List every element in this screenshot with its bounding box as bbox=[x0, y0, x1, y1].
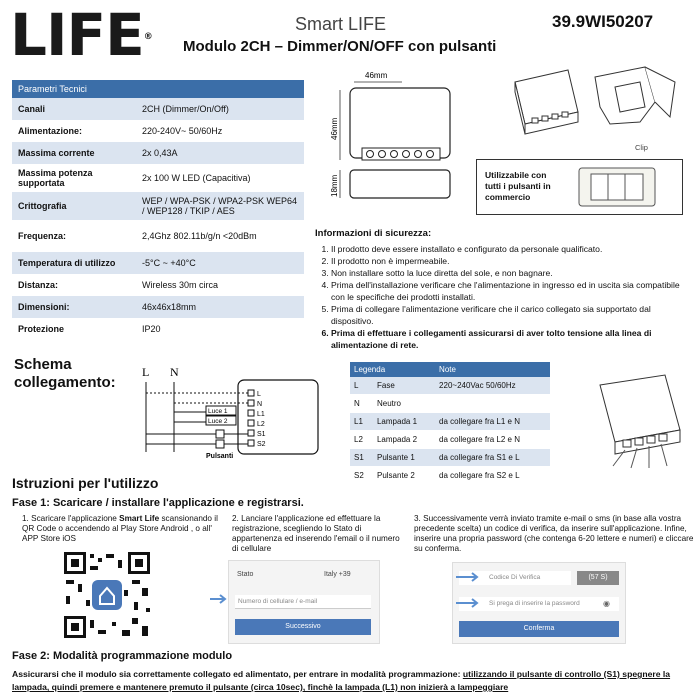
wiring-diagram bbox=[120, 362, 330, 462]
spec-key: Frequenza: bbox=[12, 220, 136, 252]
spec-key: Massima potenza supportata bbox=[12, 164, 136, 192]
legend-code: N bbox=[350, 395, 373, 413]
spec-value: Wireless 30m circa bbox=[136, 274, 304, 296]
spec-value: 220-240V~ 50/60Hz bbox=[136, 120, 304, 142]
phone-email-input[interactable]: Numero di cellulare / e-mail bbox=[235, 595, 371, 609]
legend-note: 220~240Vac 50/60Hz bbox=[435, 377, 550, 395]
svg-text:L2: L2 bbox=[257, 421, 265, 428]
phase2-title: Fase 2: Modalità programmazione modulo bbox=[12, 650, 233, 662]
legend-table bbox=[350, 362, 550, 485]
svg-text:S1: S1 bbox=[257, 431, 266, 438]
spec-key: Crittografia bbox=[12, 192, 136, 220]
spec-key: Canali bbox=[12, 98, 136, 120]
legend-code: S1 bbox=[350, 449, 373, 467]
spec-row bbox=[12, 120, 304, 142]
legend-desc: Pulsante 2 bbox=[373, 467, 435, 485]
legend-row bbox=[350, 449, 550, 467]
module-side bbox=[350, 170, 450, 198]
svg-text:L1: L1 bbox=[257, 411, 265, 418]
safety-item: 6. Prima di effettuare i collegamenti assicurarsi di aver tolto tensione alla linea di alimentazione di rete. bbox=[331, 327, 695, 351]
legend-note bbox=[435, 395, 550, 413]
spec-row bbox=[12, 318, 304, 340]
module-wired-drawing bbox=[585, 370, 695, 470]
spec-row bbox=[12, 142, 304, 164]
legend-note: da collegare fra L2 e N bbox=[435, 431, 550, 449]
safety-item: 4. Prima dell'installazione verificare che l'alimentazione in ingresso ed in uscita sia compatibile con le specifiche dei prodotti installati. bbox=[331, 279, 695, 303]
spec-table bbox=[12, 80, 304, 340]
legend-code: L bbox=[350, 377, 373, 395]
password-input[interactable]: Si prega di inserire la password bbox=[459, 597, 619, 611]
luce2-label: Luce 2 bbox=[208, 418, 228, 425]
legend-desc: Lampada 1 bbox=[373, 413, 435, 431]
schema-title: Schema collegamento: bbox=[14, 356, 116, 391]
dim-depth: 18mm bbox=[330, 174, 339, 197]
spec-value: WEP / WPA-PSK / WPA2-PSK WEP64 / WEP128 / TKIP / AES bbox=[136, 192, 304, 220]
spec-value: 2,4Ghz 802.11b/g/n <20dBm bbox=[136, 220, 304, 252]
safety-list bbox=[315, 243, 695, 351]
dim-width: 46mm bbox=[365, 71, 388, 80]
legend-row bbox=[350, 431, 550, 449]
spec-value: 2CH (Dimmer/On/Off) bbox=[136, 98, 304, 120]
next-button[interactable]: Successivo bbox=[235, 619, 371, 635]
safety-item: 3. Non installare sotto la luce diretta del sole, e non bagnare. bbox=[331, 267, 695, 279]
dim-height: 46mm bbox=[330, 117, 339, 140]
confirm-button[interactable]: Conferma bbox=[459, 621, 619, 637]
product-line: Smart LIFE bbox=[295, 14, 387, 34]
legend-row bbox=[350, 395, 550, 413]
module-3d bbox=[515, 70, 578, 134]
country-select[interactable]: Italy +39 bbox=[324, 571, 351, 578]
notes-header: Note bbox=[435, 362, 550, 377]
compatibility-box bbox=[476, 159, 683, 215]
phone-screen-register bbox=[228, 560, 380, 644]
resend-timer[interactable]: (57 S) bbox=[577, 571, 619, 585]
phase1-title: Fase 1: Scaricare / installare l'applicazione e registrarsi. bbox=[12, 497, 304, 509]
wire-label-n: N bbox=[170, 365, 179, 379]
spec-table-title: Parametri Tecnici bbox=[12, 80, 304, 98]
switch-icon bbox=[577, 166, 657, 208]
legend-row bbox=[350, 377, 550, 395]
legend-desc: Pulsante 1 bbox=[373, 449, 435, 467]
legend-desc: Fase bbox=[373, 377, 435, 395]
phase2-text: Assicurarsi che il modulo sia correttamente collegato ed alimentato, per entrare in modalità programmazione: utilizzando il pulsante di controllo (S1) spegnere la lampada, quindi premere e mantenere premuto il pulsante (circa 10sec), finchè la lampada (L1) non inizierà a lampeggiare bbox=[12, 669, 671, 692]
safety-item: 2. Il prodotto non è impermeabile. bbox=[331, 255, 695, 267]
spec-row bbox=[12, 274, 304, 296]
step2-text: 2. Lanciare l'applicazione ed effettuare la registrazione, scegliendo lo Stato di appartenenza ed inserendo l'email o il numero di cellulare bbox=[232, 514, 400, 553]
legend-code: S2 bbox=[350, 467, 373, 485]
spec-key: Protezione bbox=[12, 318, 136, 340]
legend-note: da collegare fra S1 e L bbox=[435, 449, 550, 467]
legend-desc: Lampada 2 bbox=[373, 431, 435, 449]
spec-row bbox=[12, 296, 304, 318]
spec-key: Temperatura di utilizzo bbox=[12, 252, 136, 274]
spec-row bbox=[12, 252, 304, 274]
brand-logo: LIFE® bbox=[10, 1, 152, 69]
safety-item: 1. Il prodotto deve essere installato e configurato da personale qualificato. bbox=[331, 243, 695, 255]
luce1-label: Luce 1 bbox=[208, 408, 228, 415]
spec-value: IP20 bbox=[136, 318, 304, 340]
arrow-icon bbox=[210, 594, 230, 604]
legend-desc: Neutro bbox=[373, 395, 435, 413]
arrow-icon bbox=[456, 598, 482, 608]
qr-code bbox=[62, 550, 152, 640]
pulsanti-label: Pulsanti bbox=[206, 453, 234, 460]
legend-note: da collegare fra S2 e L bbox=[435, 467, 550, 485]
spec-key: Massima corrente bbox=[12, 142, 136, 164]
spec-key: Distanza: bbox=[12, 274, 136, 296]
spec-row bbox=[12, 220, 304, 252]
legend-header: Legenda bbox=[350, 362, 435, 377]
spec-row bbox=[12, 98, 304, 120]
clip-label: Clip bbox=[635, 143, 648, 152]
compatibility-text: Utilizzabile con tutti i pulsanti in commercio bbox=[485, 170, 551, 202]
spec-row bbox=[12, 192, 304, 220]
safety-title: Informazioni di sicurezza: bbox=[315, 228, 432, 239]
spec-value: -5°C ~ +40°C bbox=[136, 252, 304, 274]
country-label: Stato bbox=[237, 571, 254, 578]
product-title: Modulo 2CH – Dimmer/ON/OFF con pulsanti bbox=[183, 38, 497, 55]
verification-code-input[interactable]: Codice Di Verifica bbox=[459, 571, 571, 585]
spec-value: 2x 0,43A bbox=[136, 142, 304, 164]
spec-key: Alimentazione: bbox=[12, 120, 136, 142]
step3-text: 3. Successivamente verrà inviato tramite e-mail o sms (in base alla vostra precedente scelta) un codice di verifica, da inserire sull'applicazione. Infine, inserire una propria password (che contenga 6-20 lettere e numeri) e cliccare su conferma. bbox=[414, 514, 694, 553]
step1-text: 1. Scaricare l'applicazione Smart Life scansionando il QR Code o accendendo al Play Store Android , o all' APP Store iOS bbox=[22, 514, 218, 543]
spec-value: 2x 100 W LED (Capacitiva) bbox=[136, 164, 304, 192]
legend-code: L1 bbox=[350, 413, 373, 431]
legend-row bbox=[350, 467, 550, 485]
eye-icon[interactable]: ◉ bbox=[603, 599, 610, 608]
product-code: 39.9WI50207 bbox=[552, 12, 654, 31]
instructions-title: Istruzioni per l'utilizzo bbox=[12, 475, 159, 491]
svg-text:S2: S2 bbox=[257, 441, 266, 448]
spec-value: 46x46x18mm bbox=[136, 296, 304, 318]
safety-item: 5. Prima di collegare l'alimentazione verificare che il carico collegato sia supportato dal dispositivo. bbox=[331, 303, 695, 327]
svg-text:N: N bbox=[257, 401, 263, 408]
svg-text:L: L bbox=[257, 391, 261, 398]
safety-info bbox=[315, 228, 695, 351]
legend-note: da collegare fra L1 e N bbox=[435, 413, 550, 431]
legend-code: L2 bbox=[350, 431, 373, 449]
spec-key: Dimensioni: bbox=[12, 296, 136, 318]
clip-drawing bbox=[595, 67, 675, 124]
spec-row bbox=[12, 164, 304, 192]
arrow-icon bbox=[456, 572, 482, 582]
wire-label-l: L bbox=[142, 365, 150, 379]
legend-row bbox=[350, 413, 550, 431]
